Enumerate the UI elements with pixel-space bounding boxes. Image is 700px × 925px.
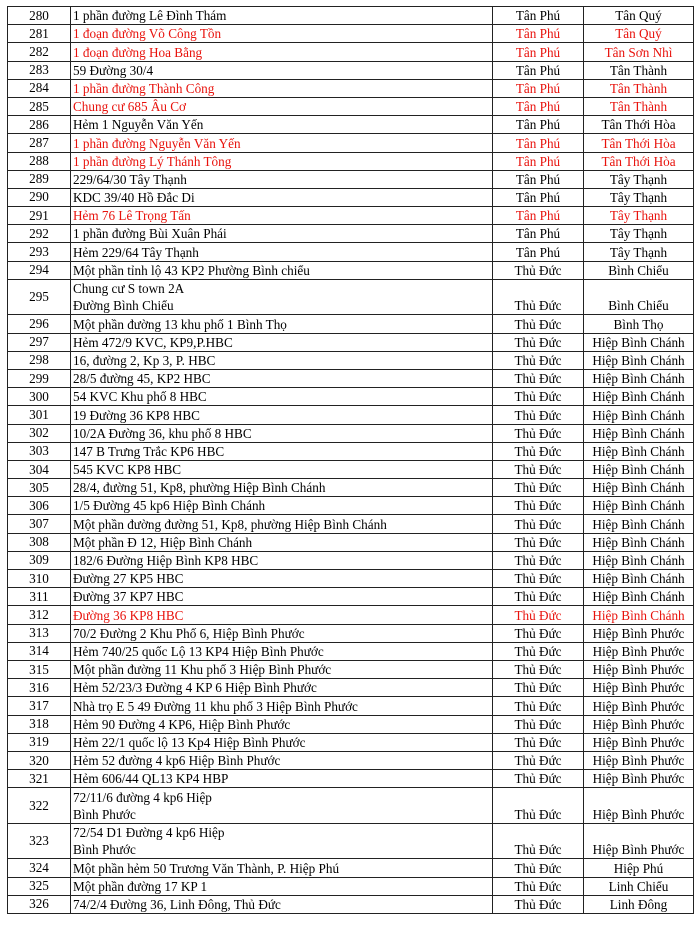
address-cell	[71, 7, 493, 25]
ward-cell: Hiệp Bình Chánh	[584, 369, 694, 387]
address-cell	[71, 751, 493, 769]
address-cell	[71, 606, 493, 624]
table-row	[8, 606, 694, 624]
ward-cell: Hiệp Bình Chánh	[584, 533, 694, 551]
table-row	[8, 624, 694, 642]
address-cell	[71, 788, 493, 824]
row-number: 289	[8, 170, 71, 188]
row-number: 324	[8, 859, 71, 877]
district-cell: Thủ Đức	[493, 624, 584, 642]
table-row	[8, 61, 694, 79]
address-line: Hẻm 52/23/3 Đường 4 KP 6 Hiệp Bình Phước	[73, 680, 317, 696]
district-cell: Thủ Đức	[493, 679, 584, 697]
address-cell	[71, 660, 493, 678]
table-row	[8, 188, 694, 206]
table-row	[8, 424, 694, 442]
address-line: 72/54 D1 Đường 4 kp6 Hiệp	[73, 825, 225, 841]
address-line: 1 phần đường Nguyễn Văn Yến	[73, 135, 241, 151]
table-row	[8, 406, 694, 424]
table-row	[8, 697, 694, 715]
address-line: Hẻm 472/9 KVC, KP9,P.HBC	[73, 334, 233, 350]
address-cell	[71, 642, 493, 660]
ward-cell: Hiệp Bình Chánh	[584, 606, 694, 624]
table-row	[8, 551, 694, 569]
table-row	[8, 460, 694, 478]
table-row	[8, 369, 694, 387]
row-number: 325	[8, 877, 71, 895]
address-line: Một phần hẻm 50 Trương Văn Thành, P. Hiệp Phú	[73, 860, 340, 876]
district-cell: Tân Phú	[493, 97, 584, 115]
row-number: 298	[8, 351, 71, 369]
address-line: Một phần đường đường 51, Kp8, phường Hiệp Bình Chánh	[73, 516, 387, 532]
district-cell: Tân Phú	[493, 43, 584, 61]
ward-cell: Hiệp Bình Phước	[584, 733, 694, 751]
table-row	[8, 533, 694, 551]
row-number: 317	[8, 697, 71, 715]
ward-cell: Hiệp Bình Phước	[584, 751, 694, 769]
address-cell	[71, 679, 493, 697]
address-line: Hẻm 740/25 quốc Lộ 13 KP4 Hiệp Bình Phước	[73, 643, 324, 659]
district-cell: Tân Phú	[493, 207, 584, 225]
address-cell	[71, 369, 493, 387]
address-cell	[71, 479, 493, 497]
row-number: 297	[8, 333, 71, 351]
address-cell	[71, 279, 493, 315]
address-cell	[71, 533, 493, 551]
row-number: 300	[8, 388, 71, 406]
table-row	[8, 134, 694, 152]
district-cell: Thủ Đức	[493, 751, 584, 769]
row-number: 320	[8, 751, 71, 769]
district-cell: Thủ Đức	[493, 770, 584, 788]
row-number: 282	[8, 43, 71, 61]
ward-cell: Bình Chiểu	[584, 279, 694, 315]
address-line: Hẻm 1 Nguyễn Văn Yến	[73, 117, 204, 133]
address-cell	[71, 43, 493, 61]
ward-cell: Hiệp Bình Phước	[584, 679, 694, 697]
address-cell	[71, 225, 493, 243]
district-cell: Thủ Đức	[493, 733, 584, 751]
ward-cell: Hiệp Bình Chánh	[584, 479, 694, 497]
address-line: 1 phần đường Lý Thánh Tông	[73, 153, 232, 169]
address-line: Một phần tỉnh lộ 43 KP2 Phường Bình chiểu	[73, 262, 310, 278]
table-row	[8, 570, 694, 588]
table-row	[8, 25, 694, 43]
address-cell	[71, 261, 493, 279]
address-line: Bình Phước	[73, 842, 136, 858]
address-line: Hẻm 229/64 Tây Thạnh	[73, 244, 199, 260]
ward-cell: Tân Thới Hòa	[584, 134, 694, 152]
district-cell: Thủ Đức	[493, 642, 584, 660]
address-line: 147 B Trưng Trắc KP6 HBC	[73, 443, 225, 459]
table-row	[8, 859, 694, 877]
address-line: Hẻm 606/44 QL13 KP4 HBP	[73, 771, 229, 787]
table-row	[8, 642, 694, 660]
ward-cell: Tân Thành	[584, 61, 694, 79]
row-number: 314	[8, 642, 71, 660]
table-row	[8, 660, 694, 678]
table-row	[8, 225, 694, 243]
district-cell: Thủ Đức	[493, 424, 584, 442]
district-cell: Tân Phú	[493, 134, 584, 152]
table-row	[8, 823, 694, 859]
address-cell	[71, 25, 493, 43]
address-cell	[71, 406, 493, 424]
table-row	[8, 877, 694, 895]
ward-cell: Hiệp Bình Phước	[584, 823, 694, 859]
table-row	[8, 43, 694, 61]
address-line: 74/2/4 Đường 36, Linh Đông, Thủ Đức	[73, 897, 281, 913]
row-number: 302	[8, 424, 71, 442]
district-cell: Thủ Đức	[493, 570, 584, 588]
table-row	[8, 152, 694, 170]
district-cell: Thủ Đức	[493, 697, 584, 715]
district-cell: Thủ Đức	[493, 715, 584, 733]
table-row	[8, 351, 694, 369]
ward-cell: Tân Thành	[584, 79, 694, 97]
address-cell	[71, 770, 493, 788]
ward-cell: Hiệp Bình Chánh	[584, 497, 694, 515]
row-number: 299	[8, 369, 71, 387]
row-number: 309	[8, 551, 71, 569]
address-cell	[71, 424, 493, 442]
address-cell	[71, 388, 493, 406]
address-cell	[71, 570, 493, 588]
district-cell: Thủ Đức	[493, 388, 584, 406]
address-line: 1 đoạn đường Võ Công Tồn	[73, 26, 222, 42]
address-line: 1 đoạn đường Hoa Bằng	[73, 44, 203, 60]
row-number: 291	[8, 207, 71, 225]
address-cell	[71, 460, 493, 478]
ward-cell: Linh Chiểu	[584, 877, 694, 895]
table-row	[8, 243, 694, 261]
address-cell	[71, 515, 493, 533]
address-cell	[71, 733, 493, 751]
district-cell: Tân Phú	[493, 116, 584, 134]
ward-cell: Hiệp Bình Phước	[584, 624, 694, 642]
address-cell	[71, 697, 493, 715]
table-row	[8, 788, 694, 824]
district-cell: Thủ Đức	[493, 315, 584, 333]
address-cell	[71, 351, 493, 369]
address-cell	[71, 823, 493, 859]
row-number: 313	[8, 624, 71, 642]
table-row	[8, 207, 694, 225]
district-cell: Thủ Đức	[493, 588, 584, 606]
address-cell	[71, 170, 493, 188]
address-line: 28/5 đường 45, KP2 HBC	[73, 371, 211, 387]
ward-cell: Tân Thới Hòa	[584, 116, 694, 134]
address-cell	[71, 207, 493, 225]
address-cell	[71, 895, 493, 913]
address-line: 54 KVC Khu phố 8 HBC	[73, 389, 207, 405]
row-number: 294	[8, 261, 71, 279]
row-number: 326	[8, 895, 71, 913]
ward-cell: Tân Sơn Nhì	[584, 43, 694, 61]
district-cell: Thủ Đức	[493, 333, 584, 351]
address-cell	[71, 333, 493, 351]
ward-cell: Tân Thới Hòa	[584, 152, 694, 170]
ward-cell: Hiệp Bình Chánh	[584, 388, 694, 406]
row-number: 285	[8, 97, 71, 115]
ward-cell: Hiệp Bình Chánh	[584, 442, 694, 460]
address-cell	[71, 877, 493, 895]
address-line: Đường 37 KP7 HBC	[73, 589, 184, 605]
address-cell	[71, 152, 493, 170]
table-row	[8, 388, 694, 406]
row-number: 293	[8, 243, 71, 261]
ward-cell: Hiệp Bình Chánh	[584, 406, 694, 424]
table-row	[8, 479, 694, 497]
ward-cell: Hiệp Bình Chánh	[584, 551, 694, 569]
ward-cell: Tây Thạnh	[584, 170, 694, 188]
district-cell: Tân Phú	[493, 61, 584, 79]
address-line: Hẻm 22/1 quốc lộ 13 Kp4 Hiệp Bình Phước	[73, 734, 306, 750]
district-cell: Thủ Đức	[493, 479, 584, 497]
district-cell: Thủ Đức	[493, 369, 584, 387]
ward-cell: Tây Thạnh	[584, 207, 694, 225]
table-row	[8, 315, 694, 333]
table-row	[8, 116, 694, 134]
ward-cell: Hiệp Bình Phước	[584, 715, 694, 733]
address-cell	[71, 79, 493, 97]
ward-cell: Hiệp Bình Chánh	[584, 460, 694, 478]
ward-cell: Hiệp Bình Chánh	[584, 570, 694, 588]
district-cell: Tân Phú	[493, 225, 584, 243]
row-number: 284	[8, 79, 71, 97]
address-line: 72/11/6 đường 4 kp6 Hiệp	[73, 789, 212, 805]
address-cell	[71, 61, 493, 79]
ward-cell: Hiệp Bình Chánh	[584, 424, 694, 442]
row-number: 292	[8, 225, 71, 243]
row-number: 316	[8, 679, 71, 697]
table-row	[8, 79, 694, 97]
district-cell: Thủ Đức	[493, 660, 584, 678]
ward-cell: Tây Thạnh	[584, 188, 694, 206]
address-cell	[71, 188, 493, 206]
district-cell: Tân Phú	[493, 243, 584, 261]
address-line: Một phần đường 13 khu phố 1 Bình Thọ	[73, 316, 287, 332]
ward-cell: Hiệp Phú	[584, 859, 694, 877]
row-number: 304	[8, 460, 71, 478]
row-number: 287	[8, 134, 71, 152]
ward-cell: Hiệp Bình Chánh	[584, 588, 694, 606]
address-cell	[71, 859, 493, 877]
address-table	[7, 6, 694, 914]
row-number: 318	[8, 715, 71, 733]
address-cell	[71, 134, 493, 152]
ward-cell: Hiệp Bình Chánh	[584, 333, 694, 351]
address-line: Chung cư S town 2A	[73, 281, 185, 297]
address-cell	[71, 442, 493, 460]
row-number: 305	[8, 479, 71, 497]
table-row	[8, 333, 694, 351]
table-row	[8, 715, 694, 733]
row-number: 323	[8, 823, 71, 859]
district-cell: Tân Phú	[493, 79, 584, 97]
table-row	[8, 97, 694, 115]
district-cell: Thủ Đức	[493, 515, 584, 533]
address-cell	[71, 715, 493, 733]
address-line: Hẻm 52 đường 4 kp6 Hiệp Bình Phước	[73, 753, 281, 769]
ward-cell: Tây Thạnh	[584, 243, 694, 261]
district-cell: Tân Phú	[493, 152, 584, 170]
ward-cell: Hiệp Bình Phước	[584, 660, 694, 678]
address-line: Đường 27 KP5 HBC	[73, 571, 184, 587]
district-cell: Thủ Đức	[493, 859, 584, 877]
table-row	[8, 261, 694, 279]
ward-cell: Hiệp Bình Phước	[584, 770, 694, 788]
address-line: Hẻm 90 Đường 4 KP6, Hiệp Bình Phước	[73, 716, 291, 732]
district-cell: Thủ Đức	[493, 497, 584, 515]
row-number: 280	[8, 7, 71, 25]
ward-cell: Hiệp Bình Phước	[584, 642, 694, 660]
table-body	[8, 7, 694, 914]
address-line: 1 phần đường Lê Đình Thám	[73, 8, 227, 24]
address-line: Bình Phước	[73, 806, 136, 822]
address-cell	[71, 97, 493, 115]
row-number: 290	[8, 188, 71, 206]
district-cell: Thủ Đức	[493, 279, 584, 315]
address-line: 28/4, đường 51, Kp8, phường Hiệp Bình Chánh	[73, 480, 326, 496]
address-line: Một phần đường 11 Khu phố 3 Hiệp Bình Phước	[73, 662, 332, 678]
table-row	[8, 442, 694, 460]
row-number: 307	[8, 515, 71, 533]
address-line: 545 KVC KP8 HBC	[73, 462, 182, 478]
row-number: 310	[8, 570, 71, 588]
ward-cell: Tân Quý	[584, 25, 694, 43]
ward-cell: Tây Thạnh	[584, 225, 694, 243]
table-row	[8, 170, 694, 188]
row-number: 281	[8, 25, 71, 43]
table-row	[8, 751, 694, 769]
address-line: KDC 39/40 Hồ Đắc Di	[73, 190, 195, 206]
district-cell: Tân Phú	[493, 170, 584, 188]
address-cell	[71, 116, 493, 134]
ward-cell: Hiệp Bình Phước	[584, 788, 694, 824]
row-number: 315	[8, 660, 71, 678]
address-line: 19 Đường 36 KP8 HBC	[73, 407, 200, 423]
address-line: Một phần Đ 12, Hiệp Bình Chánh	[73, 534, 253, 550]
row-number: 296	[8, 315, 71, 333]
address-line: Chung cư 685 Âu Cơ	[73, 99, 187, 115]
district-cell: Tân Phú	[493, 7, 584, 25]
table-row	[8, 770, 694, 788]
table-row	[8, 588, 694, 606]
address-line: 59 Đường 30/4	[73, 62, 154, 78]
row-number: 286	[8, 116, 71, 134]
address-line: Một phần đường 17 KP 1	[73, 878, 208, 894]
table-row	[8, 733, 694, 751]
address-line: Hẻm 76 Lê Trọng Tấn	[73, 208, 191, 224]
address-cell	[71, 588, 493, 606]
row-number: 311	[8, 588, 71, 606]
district-cell: Thủ Đức	[493, 895, 584, 913]
district-cell: Thủ Đức	[493, 606, 584, 624]
district-cell: Thủ Đức	[493, 551, 584, 569]
district-cell: Thủ Đức	[493, 442, 584, 460]
row-number: 288	[8, 152, 71, 170]
table-row	[8, 279, 694, 315]
district-cell: Tân Phú	[493, 188, 584, 206]
address-cell	[71, 624, 493, 642]
ward-cell: Bình Thọ	[584, 315, 694, 333]
district-cell: Thủ Đức	[493, 406, 584, 424]
address-line: Đường 36 KP8 HBC	[73, 607, 184, 623]
table-row	[8, 497, 694, 515]
address-line: 16, đường 2, Kp 3, P. HBC	[73, 352, 216, 368]
table-row	[8, 515, 694, 533]
district-cell: Thủ Đức	[493, 823, 584, 859]
row-number: 283	[8, 61, 71, 79]
address-line: 70/2 Đường 2 Khu Phố 6, Hiệp Bình Phước	[73, 625, 305, 641]
district-cell: Thủ Đức	[493, 460, 584, 478]
table-row	[8, 7, 694, 25]
address-line: Nhà trọ E 5 49 Đường 11 khu phố 3 Hiệp Bình Phước	[73, 698, 358, 714]
ward-cell: Linh Đông	[584, 895, 694, 913]
district-cell: Thủ Đức	[493, 533, 584, 551]
row-number: 319	[8, 733, 71, 751]
address-line: 1 phần đường Bùi Xuân Phái	[73, 226, 227, 242]
address-line: 182/6 Đường Hiệp Bình KP8 HBC	[73, 553, 259, 569]
table-row	[8, 679, 694, 697]
ward-cell: Tân Quý	[584, 7, 694, 25]
row-number: 322	[8, 788, 71, 824]
ward-cell: Hiệp Bình Chánh	[584, 351, 694, 369]
row-number: 301	[8, 406, 71, 424]
address-cell	[71, 243, 493, 261]
address-cell	[71, 315, 493, 333]
row-number: 312	[8, 606, 71, 624]
ward-cell: Bình Chiểu	[584, 261, 694, 279]
address-line: 229/64/30 Tây Thạnh	[73, 171, 187, 187]
row-number: 303	[8, 442, 71, 460]
ward-cell: Tân Thành	[584, 97, 694, 115]
row-number: 308	[8, 533, 71, 551]
row-number: 321	[8, 770, 71, 788]
row-number: 295	[8, 279, 71, 315]
district-cell: Thủ Đức	[493, 351, 584, 369]
district-cell: Thủ Đức	[493, 877, 584, 895]
row-number: 306	[8, 497, 71, 515]
ward-cell: Hiệp Bình Chánh	[584, 515, 694, 533]
ward-cell: Hiệp Bình Phước	[584, 697, 694, 715]
address-cell	[71, 551, 493, 569]
address-line: Đường Bình Chiểu	[73, 298, 174, 314]
address-cell	[71, 497, 493, 515]
table-row	[8, 895, 694, 913]
address-line: 10/2A Đường 36, khu phố 8 HBC	[73, 425, 252, 441]
address-line: 1/5 Đường 45 kp6 Hiệp Bình Chánh	[73, 498, 266, 514]
address-line: 1 phần đường Thành Công	[73, 80, 215, 96]
district-cell: Thủ Đức	[493, 788, 584, 824]
district-cell: Thủ Đức	[493, 261, 584, 279]
district-cell: Tân Phú	[493, 25, 584, 43]
